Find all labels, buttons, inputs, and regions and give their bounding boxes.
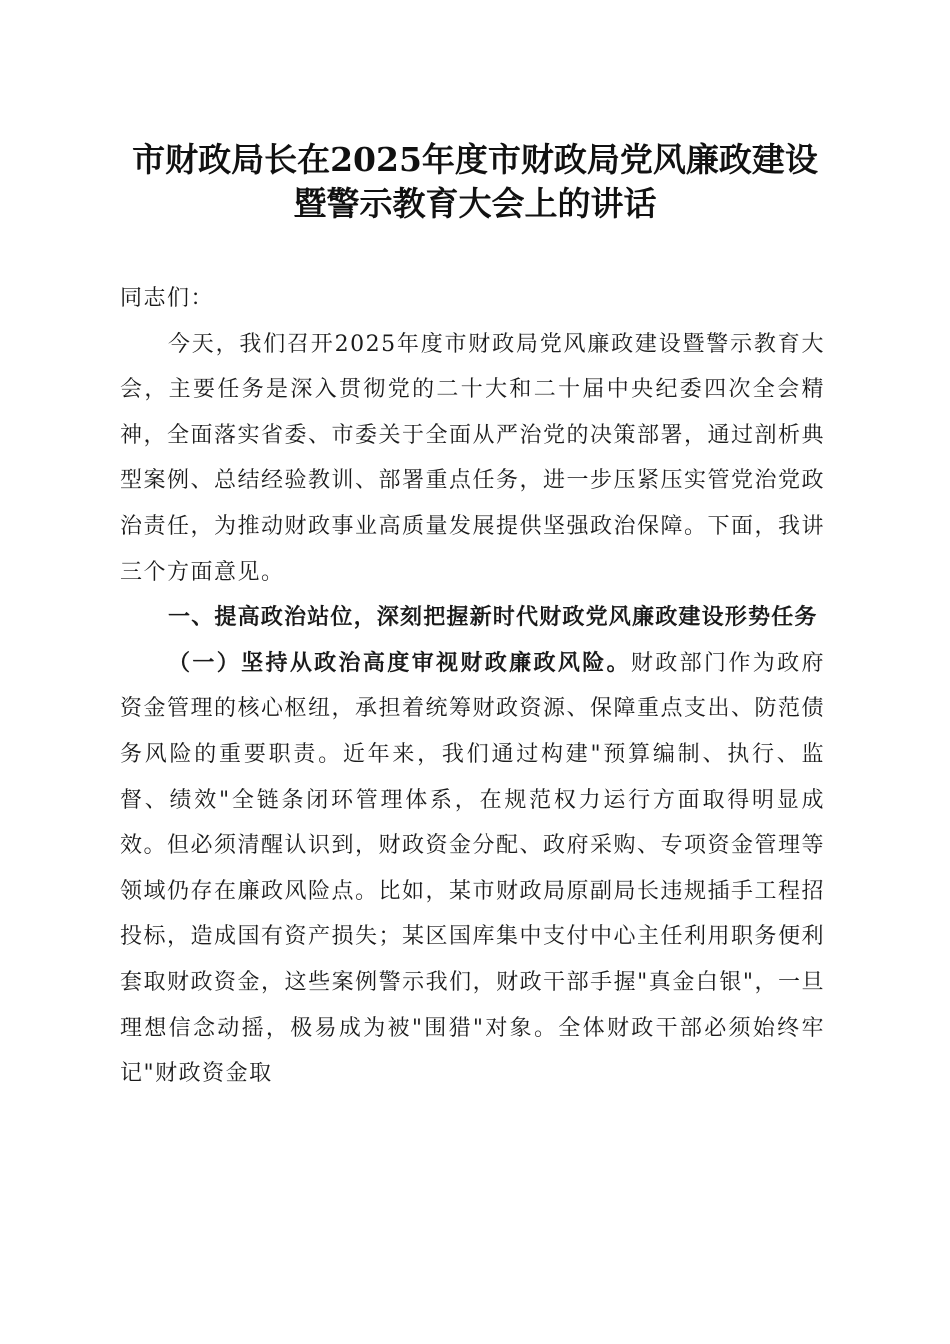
subsection-body-1: 财政部门作为政府资金管理的核心枢纽，承担着统筹财政资源、保障重点支出、防范债务风险的重要职责。近年来，我们通过构建"预算编制、执行、监督、绩效"全链条闭环管理体系，在规范权力运行方面取得明显成效。但必须清醒认识到，财政资金分配、政府采购、专项资金管理等领域仍存在廉政风险点。比如，某市财政局原副局长违规插手工程招投标，造成国有资产损失；某区国库集中支付中心主任利用职务便利套取财政资金，这些案例警示我们，财政干部手握"真金白银"，一旦理想信念动摇，极易成为被"围猎"对象。全体财政干部必须始终牢记"财政资金取 — [120, 650, 826, 1087]
subsection-paragraph-1 — [120, 641, 825, 1097]
salutation: 同志们： — [120, 286, 215, 311]
section-heading-1: 一、提高政治站位，深刻把握新时代财政党风廉政建设形势任务 — [168, 605, 818, 631]
document-body — [120, 276, 825, 1097]
intro-paragraph: 今天，我们召开2025年度市财政局党风廉政建设暨警示教育大会，主要任务是深入贯彻党的二十大和二十届中央纪委四次全会精神，全面落实省委、市委关于全面从严治党的决策部署，通过剖析典型案例、总结经验教训、部署重点任务，进一步压紧压实管党治党政治责任，为推动财政事业高质量发展提供坚强政治保障。下面，我讲三个方面意见。 — [120, 331, 826, 585]
subsection-heading-1: （一）坚持从政治高度审视财政廉政风险。 — [168, 649, 631, 676]
document-title: 市财政局长在2025年度市财政局党风廉政建设暨警示教育大会上的讲话 — [132, 140, 818, 223]
